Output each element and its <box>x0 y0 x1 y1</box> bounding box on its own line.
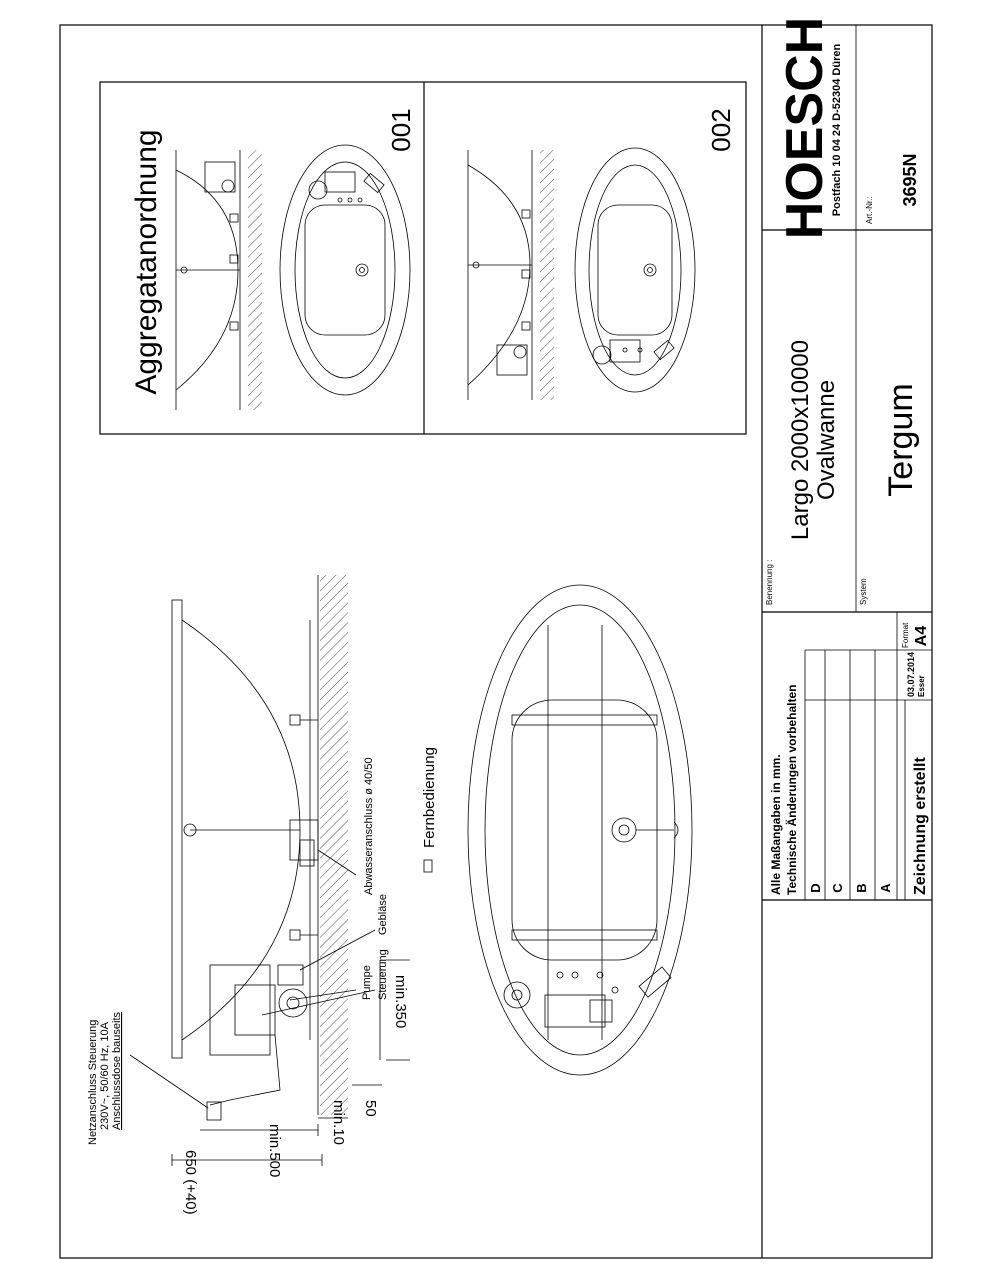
floor-hatch <box>320 575 348 1115</box>
control-label: Steuerung <box>377 949 389 1000</box>
dim-50: 50 <box>362 1100 379 1117</box>
dim-min-500: min.500 <box>266 1124 283 1178</box>
variant-002-top-view <box>575 148 695 392</box>
drawing-created-by: Esser <box>917 675 926 697</box>
drawing-created-label: Zeichnung erstellt <box>912 757 929 895</box>
product-name-line1: Largo 2000x10000 <box>787 339 814 541</box>
benennung-label: Benennung : <box>765 559 774 605</box>
dim-650: 650 (+40) <box>182 1150 199 1215</box>
blower-label: Gebläse <box>377 894 389 935</box>
variant-001-side-view <box>176 150 262 410</box>
format-label: Format <box>901 622 910 648</box>
variant-002-side-view <box>468 150 554 400</box>
drawing-created-date: 03.07.2014 <box>906 651 916 697</box>
brand-logo-text: HOESCH <box>776 16 834 240</box>
drain-label: Abwasseranschluss ø 40/50 <box>363 757 375 895</box>
company-address: Postfach 10 04 24 D-52304 Düren <box>831 43 843 217</box>
revision-a-label: A <box>878 883 893 893</box>
variant-001-top-view <box>280 145 410 395</box>
format-value: A4 <box>913 625 930 647</box>
system-value: Tergum <box>882 383 920 497</box>
revision-c-label: C <box>830 883 845 893</box>
aggregate-heading: Aggregatanordnung <box>130 129 163 395</box>
product-name-line2: Ovalwanne <box>813 379 840 501</box>
aggregate-panel <box>100 82 746 434</box>
note-changes-reserved: Technische Änderungen vorbehalten <box>785 684 799 895</box>
art-nr-label: Art.-Nr.: <box>865 196 874 224</box>
note-dimensions: Alle Maßangaben in mm. <box>769 754 783 895</box>
mains-connection-line3: Anschlussdose bauseits <box>111 1011 123 1130</box>
dim-min-10: min.10 <box>330 1100 347 1146</box>
pump-label: Pumpe <box>361 965 373 1000</box>
remote-control-label: Fernbedienung <box>421 747 438 848</box>
main-top-view <box>468 585 692 1075</box>
variant-002-label: 002 <box>706 108 736 152</box>
remote-control-symbol <box>424 860 432 872</box>
mains-connection-line1: Netzanschluss Steuerung <box>87 1019 99 1145</box>
remote-control-label-group <box>421 747 438 872</box>
art-nr-value: 3695N <box>900 153 920 207</box>
dim-min-350: min.350 <box>392 975 409 1029</box>
mains-connection-line2: 230V~, 50/60 Hz, 10A <box>99 1022 111 1130</box>
system-label: System <box>859 578 868 605</box>
variant-001-label: 001 <box>386 108 416 152</box>
revision-b-label: B <box>854 883 869 893</box>
revision-d-label: D <box>808 883 823 893</box>
